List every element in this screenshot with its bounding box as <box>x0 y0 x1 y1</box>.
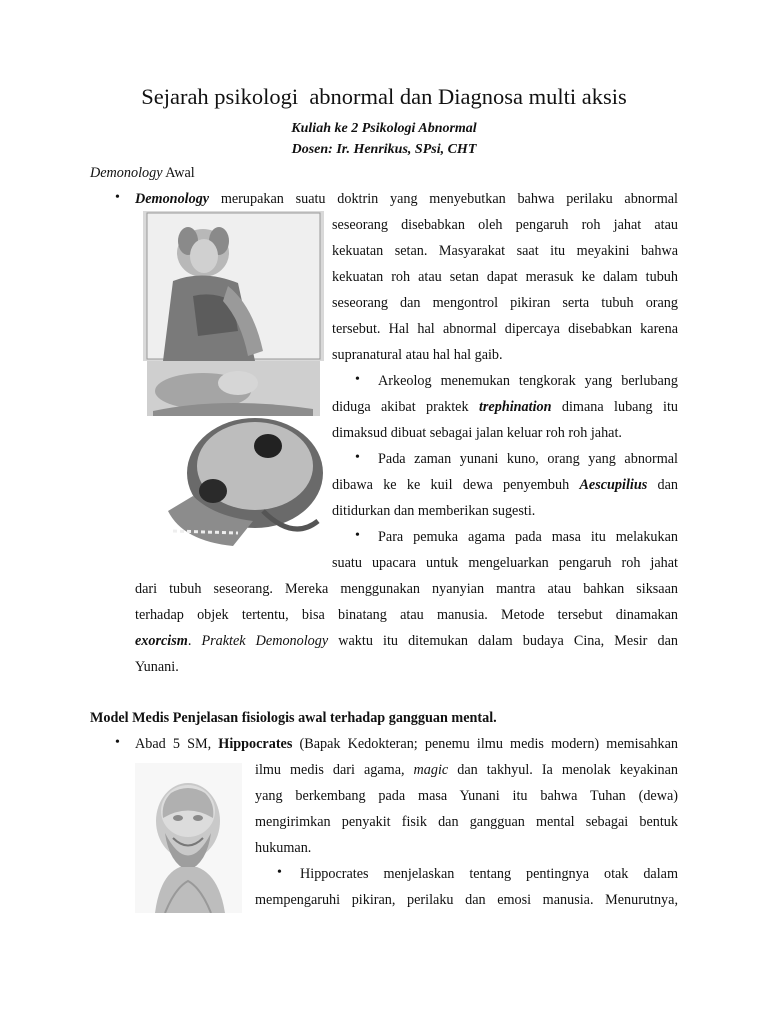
term-demonology: Demonology <box>135 191 210 207</box>
heading-term: Demonology <box>90 165 163 181</box>
bullet-marker: • <box>115 190 120 205</box>
paragraph-line: exorcism. Praktek Demonology waktu itu ditemukan dalam budaya Cina, Mesir dan <box>135 633 678 649</box>
bullet-marker: • <box>115 735 120 750</box>
paragraph-line: dibawa ke ke kuil dewa penyembuh Aescupilius dan <box>332 477 678 493</box>
bullet-marker: • <box>277 865 282 880</box>
paragraph-line: ilmu medis dari agama, magic dan takhyul. Ia menolak keyakinan <box>255 762 679 778</box>
bullet-marker: • <box>355 372 360 387</box>
paragraph-line: Para pemuka agama pada masa itu melakukan <box>378 529 678 545</box>
paragraph-line: Abad 5 SM, Hippocrates (Bapak Kedokteran; penemu ilmu medis modern) memisahkan <box>135 736 678 752</box>
paragraph-line: kekuatan setan. Masyarakat saat itu meyakini bahwa <box>332 243 678 259</box>
paragraph-line: yang berkembang pada masa Yunani itu bahwa Tuhan (dewa) <box>255 788 678 804</box>
term-magic: magic <box>413 762 449 778</box>
paragraph-line: seseorang disebabkan oleh pengaruh roh jahat atau <box>332 217 678 233</box>
lecturer-line: Dosen: Ir. Henrikus, SPsi, CHT <box>291 142 477 157</box>
paragraph-line: ditidurkan dan memberikan sugesti. <box>332 503 536 519</box>
bullet-marker: • <box>355 450 360 465</box>
hippocrates-bust <box>135 763 242 913</box>
paragraph-line: dimaksud dibuat sebagai jalan keluar roh roh jahat. <box>332 425 622 441</box>
paragraph-line: mempengaruhi pikiran, perilaku dan emosi manusia. Menurutnya, <box>255 892 678 908</box>
demonology-illustration <box>143 211 324 553</box>
hippocrates-bust-figure <box>135 763 242 913</box>
paragraph-line: mengirimkan penyakit fisik dan gangguan mental sebagai bentuk <box>255 814 678 830</box>
lecture-subtitle: Kuliah ke 2 Psikologi Abnormal <box>291 121 477 136</box>
paragraph-line: Yunani. <box>135 659 179 675</box>
paragraph-line: Demonology merupakan suatu doktrin yang menyebutkan bahwa perilaku abnormal <box>135 191 678 207</box>
paragraph-line: hukuman. <box>255 840 312 856</box>
paragraph-line: dari tubuh seseorang. Mereka menggunakan nyanyian mantra atau bahkan siksaan <box>135 581 678 597</box>
paragraph-line: terhadap objek tertentu, bisa binatang atau manusia. Metode tersebut dinamakan <box>135 607 678 623</box>
section-heading-demonology <box>90 164 195 182</box>
paragraph-line: seseorang dan mengontrol pikiran serta tubuh orang <box>332 295 678 311</box>
heading-rest: Awal <box>162 165 195 181</box>
term-exorcism: exorcism <box>135 633 188 649</box>
paragraph-line: kekuatan roh atau setan dapat merasuk ke dalam tubuh <box>332 269 678 285</box>
term-aescupilius: Aescupilius <box>579 477 648 493</box>
bullet-marker: • <box>355 528 360 543</box>
paragraph-line: tersebut. Hal hal abnormal dipercaya disebabkan karena <box>332 321 678 337</box>
paragraph-line: diduga akibat praktek trephination dimana lubang itu <box>332 399 678 415</box>
paragraph-line: Pada zaman yunani kuno, orang yang abnormal <box>378 451 678 467</box>
term-trephination: trephination <box>478 399 552 415</box>
paragraph-line: suatu upacara untuk mengeluarkan pengaruh roh jahat <box>332 555 678 571</box>
document-title: Sejarah psikologi abnormal dan Diagnosa multi aksis <box>141 84 627 109</box>
section-heading-medical-model: Model Medis Penjelasan fisiologis awal terhadap gangguan mental. <box>90 710 497 726</box>
demonology-figure <box>143 211 324 553</box>
term-hippocrates: Hippocrates <box>218 736 293 752</box>
paragraph-line: Hippocrates menjelaskan tentang pentingnya otak dalam <box>300 866 678 882</box>
paragraph-line: Arkeolog menemukan tengkorak yang berlubang <box>378 373 678 389</box>
paragraph-line: supranatural atau hal hal gaib. <box>332 347 503 363</box>
